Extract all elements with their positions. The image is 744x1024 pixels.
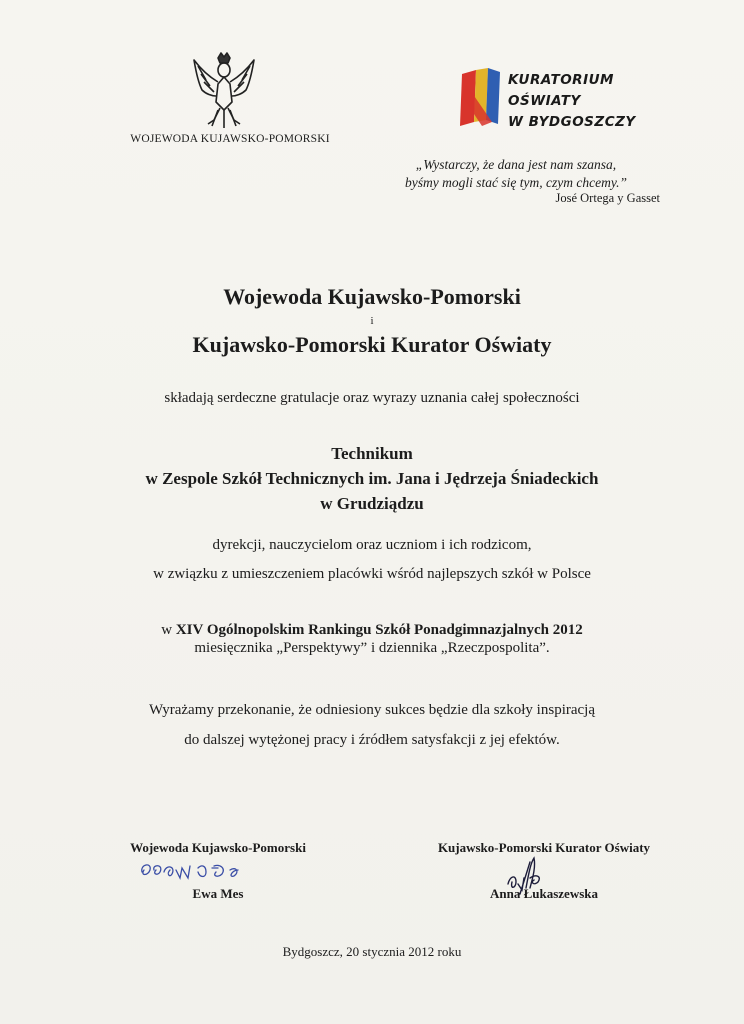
signatory-right-name: Anna Łukaszewska (489, 886, 598, 901)
signatory-right-title: Kujawsko-Pomorski Kurator Oświaty (437, 840, 651, 855)
ranking-line2: miesięcznika „Perspektywy” i dziennika „Rzeczpospolita”. (194, 640, 550, 656)
quote-author: José Ortega y Gasset (555, 191, 660, 205)
title-issuer-1: Wojewoda Kujawsko-Pomorski (223, 284, 521, 309)
quote-line1: „Wystarczy, że dana jest nam szansa, (415, 157, 617, 172)
handwritten-signature-mes-icon (136, 856, 266, 884)
ranking-name: XIV Ogólnopolskim Rankingu Szkół Ponadgimnazjalnych 2012 (175, 622, 583, 638)
eagle-emblem-icon (188, 50, 260, 130)
school-name-line3: w Grudziądzu (320, 494, 424, 513)
quote-line2: byśmy mogli stać się tym, czym chcemy.” (405, 175, 627, 190)
closing-line2: do dalszej wytężonej pracy i źródłem satysfakcji z jej efektów. (184, 732, 560, 748)
quote (370, 156, 662, 192)
congratulations-line: składają serdeczne gratulacje oraz wyrazy uznania całej społeczności (164, 390, 580, 406)
recipients-line: dyrekcji, nauczycielom oraz uczniom i ich rodzicom, (212, 537, 532, 553)
school-name-line2: w Zespole Szkół Technicznych im. Jana i Jędrzeja Śniadeckich (145, 469, 599, 488)
closing-line1: Wyrażamy przekonanie, że odniesiony sukces będzie dla szkoły inspiracją (148, 702, 595, 718)
logo-text-line1: KURATORIUM OŚWIATY (508, 72, 614, 109)
title-conjunction: i (370, 315, 374, 327)
kuratorium-logo-text (508, 70, 688, 133)
issuer-caption: WOJEWODA KUJAWSKO-POMORSKI (130, 133, 330, 145)
signatory-left-name: Ewa Mes (192, 886, 244, 901)
ranking-prefix: w (161, 622, 176, 638)
signatory-left-title: Wojewoda Kujawsko-Pomorski (130, 840, 306, 855)
ranking-line1 (0, 622, 744, 639)
logo-text-line2: W BYDGOSZCZY (508, 114, 636, 130)
school-name-line1: Technikum (331, 444, 413, 463)
reason-line: w związku z umieszczeniem placówki wśród najlepszych szkół w Polsce (153, 566, 591, 582)
place-and-date: Bydgoszcz, 20 stycznia 2012 roku (282, 944, 462, 959)
title-issuer-2: Kujawsko-Pomorski Kurator Oświaty (192, 332, 552, 357)
